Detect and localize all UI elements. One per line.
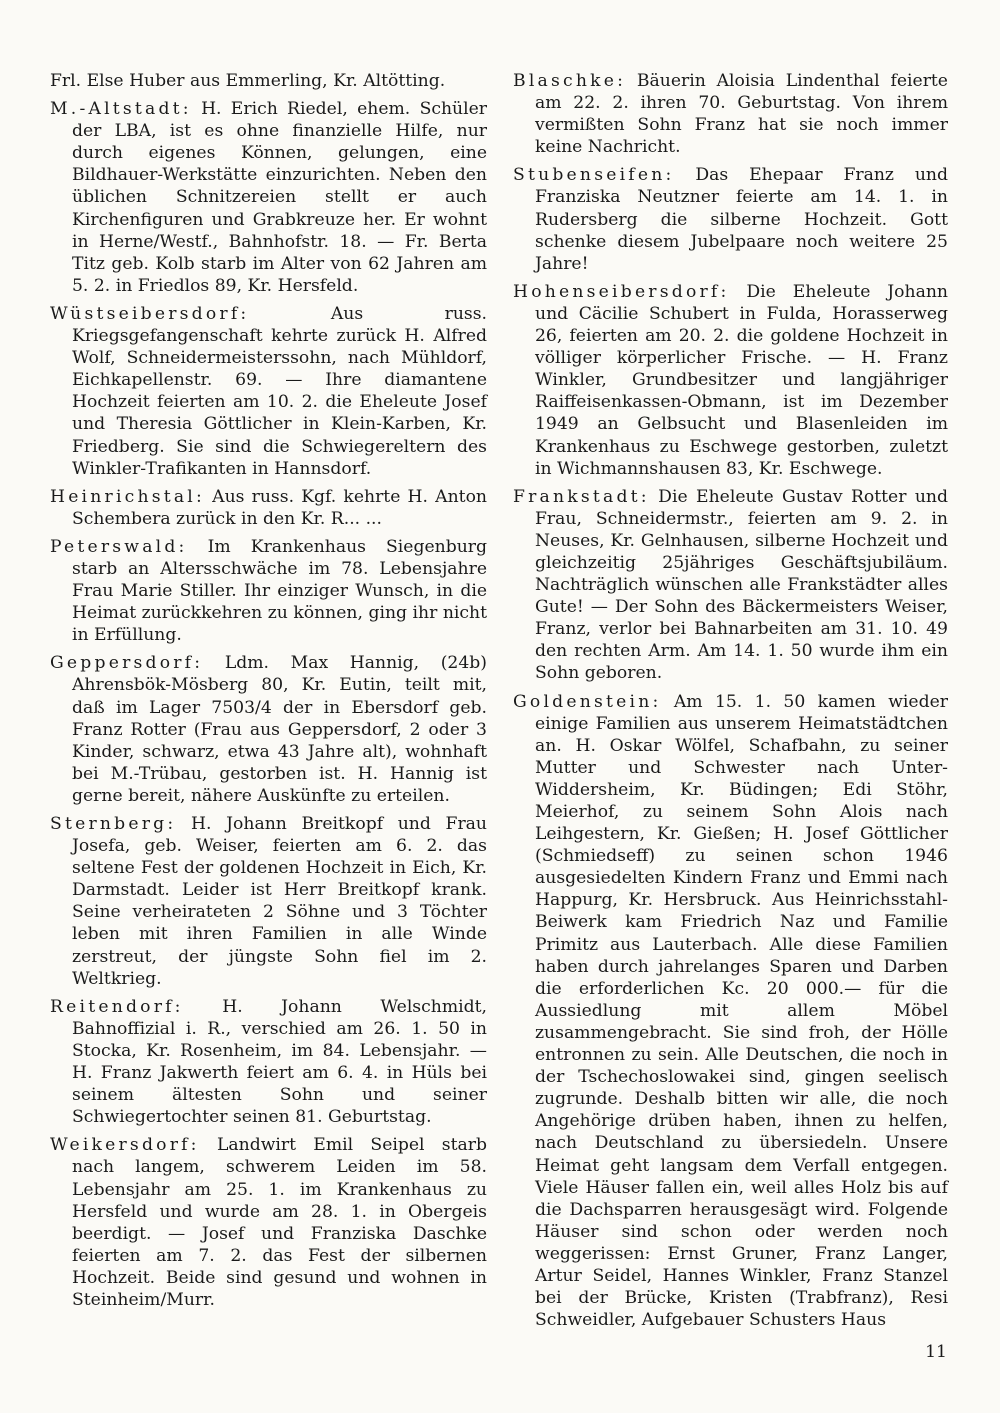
entry-place: Geppersdorf: <box>50 653 204 674</box>
entry-geppersdorf <box>50 652 487 807</box>
entry-text: Die Eheleute Johann und Cäcilie Schubert in Fulda, Horasserweg 26, feierten am 20. 2. die goldene Hochzeit in völliger körperlicher Frische. — H. Franz Winkler, Grundbesitzer und langjähriger Raiffeisenkassen-Obmann, ist im Dezember 1949 an Gelbsucht und Blasenleiden im Krankenhaus zu Eschwege gestorben, zuletzt in Wichmannshausen 83, Kr. Eschwege. <box>535 281 948 479</box>
entry-hohenseibersdorf <box>513 281 948 480</box>
entry-place: Wüstseibersdorf: <box>50 303 250 324</box>
entry-place: Hohenseibersdorf: <box>513 281 730 302</box>
entry-place: Sternberg: <box>50 814 177 834</box>
right-column <box>513 70 948 1337</box>
entry-place: Weikersdorf: <box>50 1135 200 1156</box>
entry-else-huber <box>50 70 487 92</box>
entry-text: Landwirt Emil Seipel starb nach langem, schwerem Leiden im 58. Lebensjahr am 25. 1. im Krankenhaus zu Hersfeld und wurde am 28. 1. in Obergeis beerdigt. — Josef und Franziska Daschke feierten am 7. 2. das Fest der silbernen Hochzeit. Beide sind gesund und wohnen in Steinheim/Murr. <box>72 1135 487 1310</box>
entry-place: Goldenstein: <box>513 691 662 712</box>
entry-text: Die Eheleute Gustav Rotter und Frau, Schneidermstr., feierten am 9. 2. in Neuses, Kr. Gelnhausen, silberne Hochzeit und gleichzeitig 25jähriges Geschäftsjubiläum. Nachträglich wünschen alle Frankstädter alles Gute! — Der Sohn des Bäckermeisters Weiser, Franz, verlor bei Bahnarbeiten am 31. 10. 49 den rechten Arm. Am 14. 1. 50 wurde ihm ein Sohn geboren. <box>535 486 948 684</box>
entry-text: H. Johann Breitkopf und Frau Josefa, geb. Weiser, feierten am 6. 2. das seltene Fest der goldenen Hochzeit in Eich, Kr. Darmstadt. Leider ist Herr Breitkopf krank. Seine verheirateten 2 Söhne und 3 Töchter leben mit ihren Familien in alle Winde zerstreut, der jüngste Sohn fiel im 2. Weltkrieg. <box>72 814 487 989</box>
entry-m-altstadt <box>50 98 487 297</box>
entry-peterswald <box>50 536 487 646</box>
entry-place: M.-Altstadt: <box>50 99 192 120</box>
entry-text: Ldm. Max Hannig, (24b) Ahrensbök-Mösberg 80, Kr. Eutin, teilt mit, daß im Lager 7503/4 der in Ebersdorf geb. Franz Rotter (Frau aus Geppersdorf, 2 oder 3 Kinder, schwarz, etwa 43 Jahre alt), wohnhaft bei M.-Trübau, gestorben ist. H. Hannig ist gerne bereit, nähere Auskünfte zu erteilen. <box>72 653 487 806</box>
entry-text: Das Ehepaar Franz und Franziska Neutzner feierte am 14. 1. in Rudersberg die silberne Hochzeit. Gott schenke diesem Jubelpaare noch weitere 25 Jahre! <box>535 165 948 274</box>
entry-place: Stubenseifen: <box>513 165 675 186</box>
entry-place: Peterswald: <box>50 536 188 557</box>
entry-text: Bäuerin Aloisia Lindenthal feierte am 22. 2. ihren 70. Geburtstag. Von ihrem vermißten Sohn Franz hat sie noch immer keine Nachricht. <box>535 71 948 158</box>
entry-place: Blaschke: <box>513 71 627 91</box>
entry-sternberg <box>50 813 487 990</box>
page-number: 11 <box>925 1342 947 1362</box>
entry-stubenseifen <box>513 164 948 274</box>
entry-place: Reitendorf: <box>50 996 184 1017</box>
entry-text: Aus russ. Kgf. kehrte H. Anton Schembera zurück in den Kr. R... ... <box>72 486 487 529</box>
entry-place: Frankstadt: <box>513 486 650 507</box>
entry-reitendorf <box>50 996 487 1129</box>
entry-frankstadt <box>513 486 948 685</box>
entry-goldenstein <box>513 691 948 1332</box>
entry-text: Aus russ. Kriegsgefangenschaft kehrte zurück H. Alfred Wolf, Schneidermeisterssohn, nach Mühldorf, Eichkapellenstr. 69. — Ihre diamantene Hochzeit feierten am 10. 2. die Eheleute Josef und Theresia Göttlicher in Klein-Karben, Kr. Friedberg. Sie sind die Schwiegereltern des Winkler-Trafikanten in Hannsdorf. <box>72 303 488 479</box>
entry-weikersdorf <box>50 1134 487 1311</box>
entry-text: Am 15. 1. 50 kamen wieder einige Familien aus unserem Heimatstädtchen an. H. Oskar Wölfel, Schafbahn, zu seiner Mutter und Schwester nach Unter-Widdersheim, Kr. Büdingen; Edi Stöhr, Meierhof, zu seinem Sohn Alois nach Leihgestern, Kr. Gießen; H. Josef Göttlicher (Schmiedseff) zu seinen schon 1946 ausgesiedelten Kindern Franz und Emmi nach Happurg, Kr. Hersbruck. Aus Heinrichsstahl-Beiwerk kam Friedrich Naz und Familie Primitz aus Lauterbach. Alle diese Familien haben durch jahrelanges Sparen und Darben die erforderlichen Kc. 20 000.— für die Aussiedlung mit allem Möbel zusammengebracht. Sie sind froh, der Hölle entronnen zu sein. Alle Deutschen, die noch in der Tschechoslowakei sind, gingen seelisch zugrunde. Deshalb bitten wir alle, die noch Angehörige drüben haben, ihnen zu helfen, nach Deutschland zu übersiedeln. Unsere Heimat geht langsam dem Verfall entgegen. Viele Häuser fallen ein, weil alles Holz bis auf die Dachsparren herausgesägt wird. Folgende Häuser sind schon oder werden noch weggerissen: Ernst Gruner, Franz Langer, Artur Seidel, Hannes Winkler, Franz Stanzel bei der Brücke, Kristen (Trabfranz), Resi Schweidler, Aufgebauer Schusters Haus <box>535 691 948 1331</box>
entry-heinrichstal <box>50 486 487 530</box>
entry-text: H. Johann Welschmidt, Bahnoffizial i. R., verschied am 26. 1. 50 in Stocka, Kr. Rosenheim, im 84. Lebensjahr. — H. Franz Jakwerth feiert am 6. 4. in Hüls bei seinem ältesten Sohn und seiner Schwiegertochter seinen 81. Geburtstag. <box>72 996 487 1128</box>
entry-place: Heinrichstal: <box>50 486 205 507</box>
entry-text: Im Krankenhaus Siegenburg starb an Altersschwäche im 78. Lebensjahre Frau Marie Stiller. Ihr einziger Wunsch, in die Heimat zurückkehren zu können, ging ihr nicht in Erfüllung. <box>72 536 487 646</box>
entry-text: Frl. Else Huber aus Emmerling, Kr. Altötting. <box>50 71 446 91</box>
left-column <box>50 70 487 1317</box>
entry-blaschke <box>513 70 948 158</box>
entry-wuestseibersdorf <box>50 303 487 480</box>
entry-text: H. Erich Riedel, ehem. Schüler der LBA, ist es ohne finanzielle Hilfe, nur durch eigenes Können, gelungen, eine Bildhauer-Werkstätte einzurichten. Neben den üblichen Schnitzereien stellt er auch Kirchenfiguren und Grabkreuze her. Er wohnt in Herne/Westf., Bahnhofstr. 18. — Fr. Berta Titz geb. Kolb starb im Alter von 62 Jahren am 5. 2. in Friedlos 89, Kr. Hersfeld. <box>72 99 487 296</box>
